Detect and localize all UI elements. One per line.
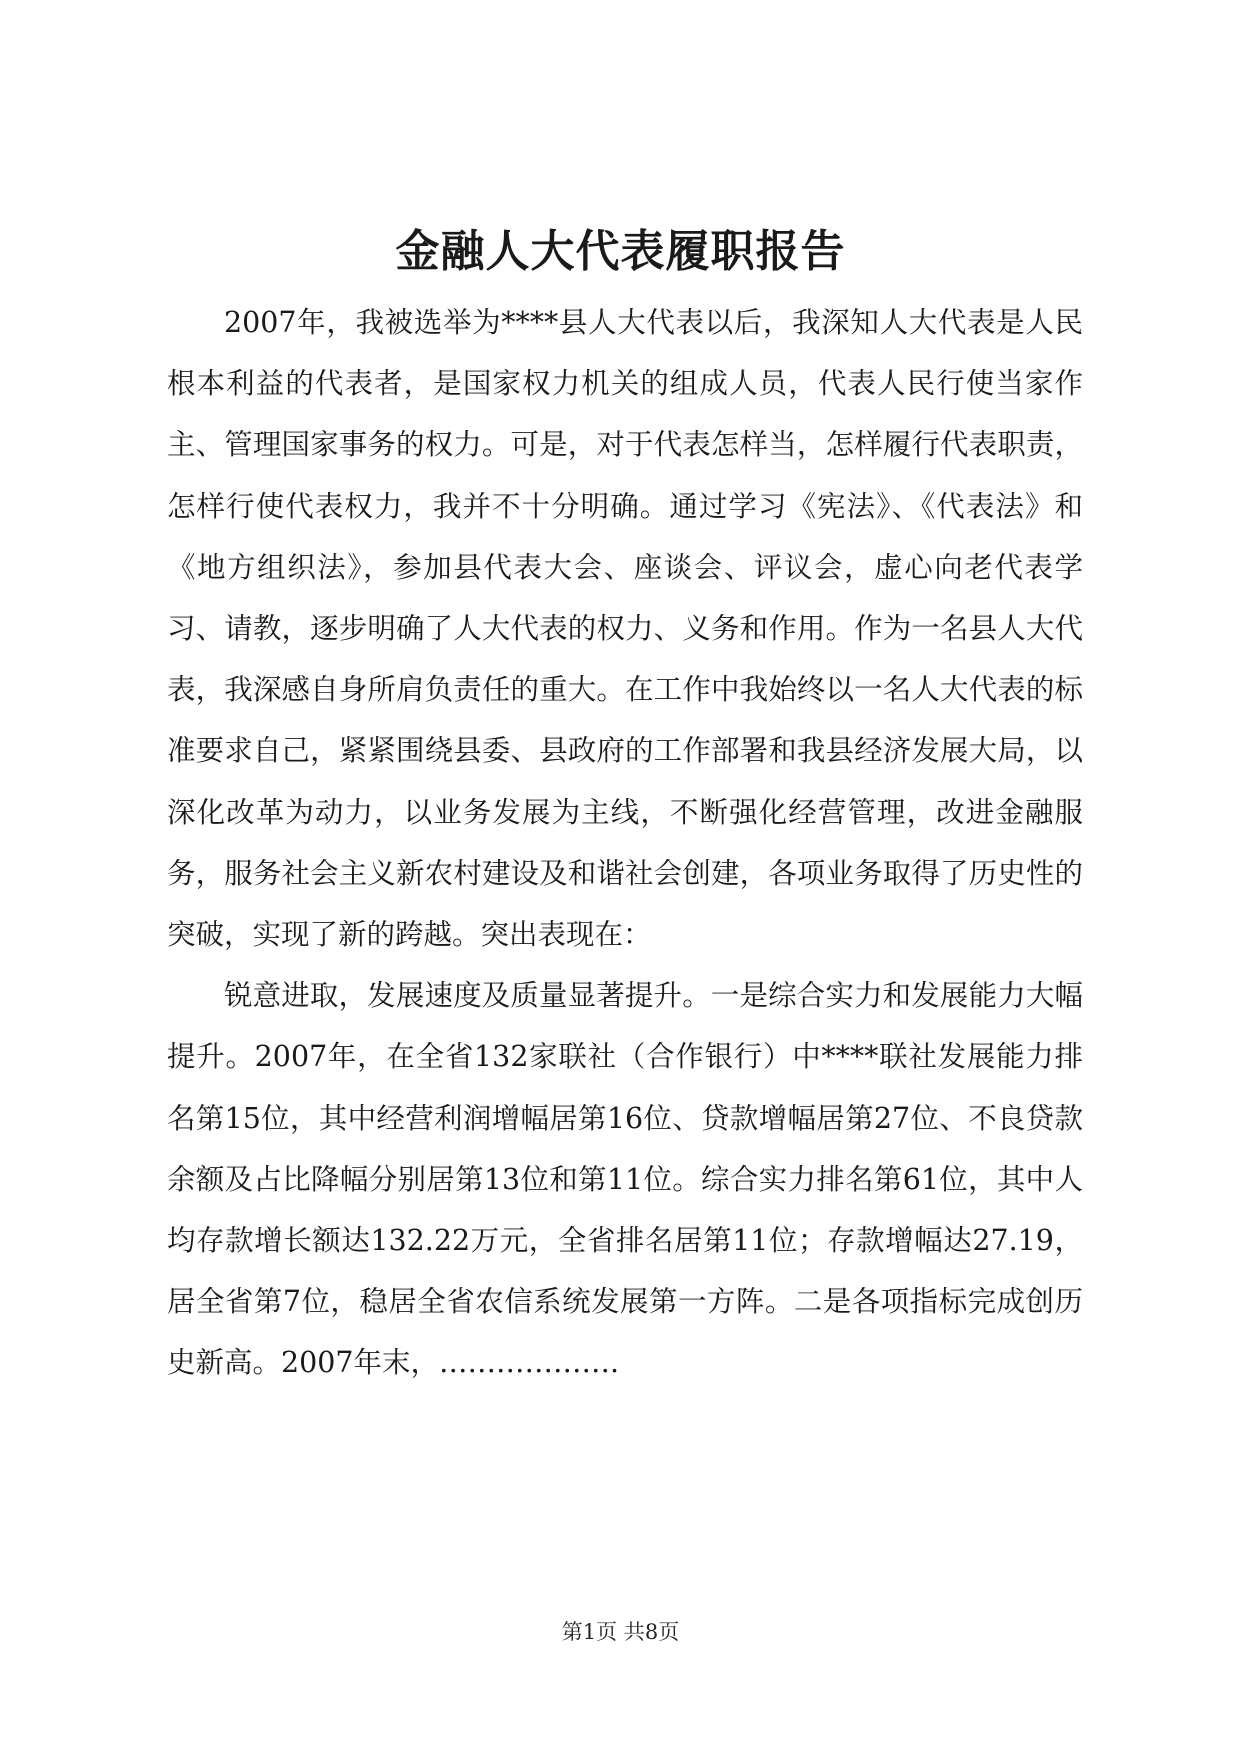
document-body — [167, 292, 1083, 1394]
page-number-footer: 第1页 共8页 — [561, 1620, 680, 1644]
document-title: 金融人大代表履职报告 — [395, 226, 846, 277]
paragraph-1: 2007年，我被选举为****县人大代表以后，我深知人大代表是人民根本利益的代表者，是国家权力机关的组成人员，代表人民行使当家作主、管理国家事务的权力。可是，对于代表怎样当，怎样履行代表职责，怎样行使代表权力，我并不十分明确。通过学习《宪法》、《代表法》和《地方组织法》，参加县代表大会、座谈会、评议会，虚心向老代表学习、请教，逐步明确了人大代表的权力、义务和作用。作为一名县人大代表，我深感自身所肩负责任的重大。在工作中我始终以一名人大代表的标准要求自己，紧紧围绕县委、县政府的工作部署和我县经济发展大局，以深化改革为动力，以业务发展为主线，不断强化经营管理，改进金融服务，服务社会主义新农村建设及和谐社会创建，各项业务取得了历史性的突破，实现了新的跨越。突出表现在： — [167, 306, 1083, 952]
paragraph-2: 锐意进取，发展速度及质量显著提升。一是综合实力和发展能力大幅提升。2007年，在全省132家联社（合作银行）中****联社发展能力排名第15位，其中经营利润增幅居第16位、贷款增幅居第27位、不良贷款余额及占比降幅分别居第13位和第11位。综合实力排名第61位，其中人均存款增长额达132.22万元，全省排名居第11位；存款增幅达27.19，居全省第7位，稳居全省农信系统发展第一方阵。二是各项指标完成创历史新高。2007年末，………………. — [167, 979, 1083, 1380]
